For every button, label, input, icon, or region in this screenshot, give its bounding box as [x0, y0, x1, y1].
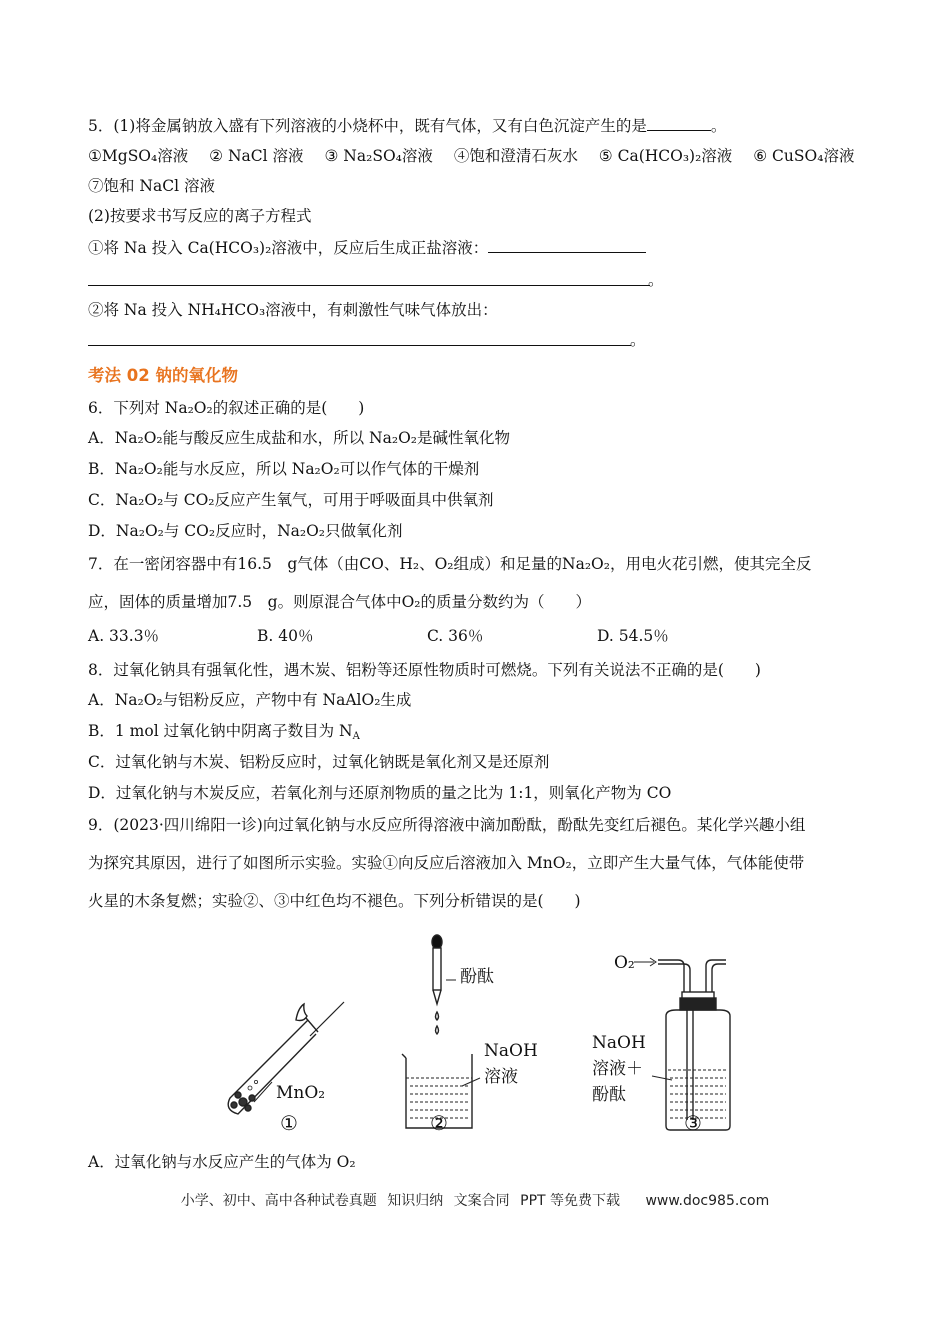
figure-number-1: ①	[280, 1111, 298, 1135]
answer-blank	[647, 115, 711, 131]
experiment-figure	[210, 930, 770, 1140]
label-o2: O₂	[614, 953, 635, 973]
label-solution-plus: 溶液＋	[592, 1059, 643, 1079]
figure-number-2: ②	[430, 1111, 448, 1135]
gas-bottle-setup	[634, 958, 730, 1130]
q5-option-1: ①MgSO₄溶液	[88, 147, 189, 165]
q5-part2: (2)按要求书写反应的离子方程式	[88, 207, 312, 225]
q5-sub1	[88, 237, 646, 258]
q5-option-3: ③ Na₂SO₄溶液	[324, 147, 433, 165]
footer-text-3: 文案合同	[453, 1193, 510, 1209]
answer-line	[88, 344, 631, 346]
q6-option-c: C．Na₂O₂与 CO₂反应产生氧气，可用于呼吸面具中供氧剂	[88, 491, 494, 509]
q9-line2: 为探究其原因，进行了如图所示实验。实验①向反应后溶液加入 MnO₂，立即产生大量气体，气体能使带	[88, 854, 805, 872]
footer-text-1: 小学、初中、高中各种试卷真题	[180, 1193, 377, 1209]
label-phenolphthalein: 酚酞	[460, 967, 494, 987]
footer-text-2: 知识归纳	[387, 1193, 444, 1209]
q5-options	[88, 146, 854, 166]
footer-text-4: PPT 等免费下载	[520, 1193, 621, 1209]
q5-sub1-text: ①将 Na 投入 Ca(HCO₃)₂溶液中，反应后生成正盐溶液：	[88, 239, 489, 257]
q9-option-a: A．过氧化钠与水反应产生的气体为 O₂	[88, 1153, 356, 1171]
q8-option-a: A．Na₂O₂与铝粉反应，产物中有 NaAlO₂生成	[88, 691, 412, 709]
footer-link[interactable]: www.doc985.com	[645, 1193, 770, 1209]
answer-line	[88, 284, 650, 286]
q8-option-b-sub: A	[352, 731, 360, 742]
q5-sub2-text: ②将 Na 投入 NH₄HCO₃溶液中，有刺激性气味气体放出：	[88, 301, 498, 319]
label-naoh: NaOH	[484, 1041, 538, 1061]
q6-option-d: D．Na₂O₂与 CO₂反应时，Na₂O₂只做氧化剂	[88, 522, 403, 540]
beaker-setup	[402, 935, 480, 1128]
section-title: 考法 02 钠的氧化物	[88, 366, 238, 385]
q8-option-b	[88, 721, 360, 741]
q6-stem: 6．下列对 Na₂O₂的叙述正确的是( )	[88, 399, 365, 417]
q8-option-d: D．过氧化钠与木炭反应，若氧化剂与还原剂物质的量之比为 1:1，则氧化产物为 CO	[88, 784, 672, 802]
q5-end: 。	[710, 117, 727, 135]
q7-option-d: D. 54.5％	[597, 627, 669, 645]
q5-line1	[88, 115, 726, 136]
q7-option-c: C. 36％	[427, 627, 484, 645]
q5-option-6: ⑥ CuSO₄溶液	[753, 147, 855, 165]
q7-line1: 7．在一密闭容器中有16.5 g气体（由CO、H₂、O₂组成）和足量的Na₂O₂，用电火花引燃，使其完全反	[88, 555, 812, 573]
q5-sub2-end: 。	[630, 331, 646, 349]
q7-option-b: B. 40％	[257, 627, 314, 645]
q8-option-b-text: B．1 mol 过氧化钠中阴离子数目为 N	[88, 722, 353, 740]
q9-line3: 火星的木条复燃；实验②、③中红色均不褪色。下列分析错误的是( )	[88, 892, 581, 910]
q5-option-7: ⑦饱和 NaCl 溶液	[88, 177, 215, 195]
answer-blank	[488, 237, 646, 253]
footer	[0, 1190, 950, 1210]
q5-option-2: ② NaCl 溶液	[209, 147, 304, 165]
q8-option-c: C．过氧化钠与木炭、铝粉反应时，过氧化钠既是氧化剂又是还原剂	[88, 753, 550, 771]
label-mno2: MnO₂	[276, 1083, 326, 1103]
label-naoh-3: NaOH	[592, 1033, 646, 1053]
label-solution: 溶液	[484, 1067, 518, 1087]
q5-option-4: ④饱和澄清石灰水	[453, 147, 578, 165]
q7-option-a: A. 33.3％	[88, 627, 160, 645]
figure-number-3: ③	[684, 1111, 702, 1135]
q5-sub1-end: 。	[648, 271, 664, 289]
q5-option-5: ⑤ Ca(HCO₃)₂溶液	[598, 147, 733, 165]
q6-option-b: B．Na₂O₂能与水反应，所以 Na₂O₂可以作气体的干燥剂	[88, 460, 480, 478]
q5-text: 5．(1)将金属钠放入盛有下列溶液的小烧杯中，既有气体，又有白色沉淀产生的是	[88, 117, 647, 135]
q8-stem: 8．过氧化钠具有强氧化性，遇木炭、铝粉等还原性物质时可燃烧。下列有关说法不正确的是( )	[88, 661, 761, 679]
q6-option-a: A．Na₂O₂能与酸反应生成盐和水，所以 Na₂O₂是碱性氧化物	[88, 429, 510, 447]
q9-line1: 9．(2023·四川绵阳一诊)向过氧化钠与水反应所得溶液中滴加酚酞，酚酞先变红后褪色。某化学兴趣小组	[88, 816, 806, 834]
label-phenolphthalein-3: 酚酞	[592, 1085, 626, 1105]
q7-line2: 应，固体的质量增加7.5 g。则原混合气体中O₂的质量分数约为（ ）	[88, 593, 591, 611]
